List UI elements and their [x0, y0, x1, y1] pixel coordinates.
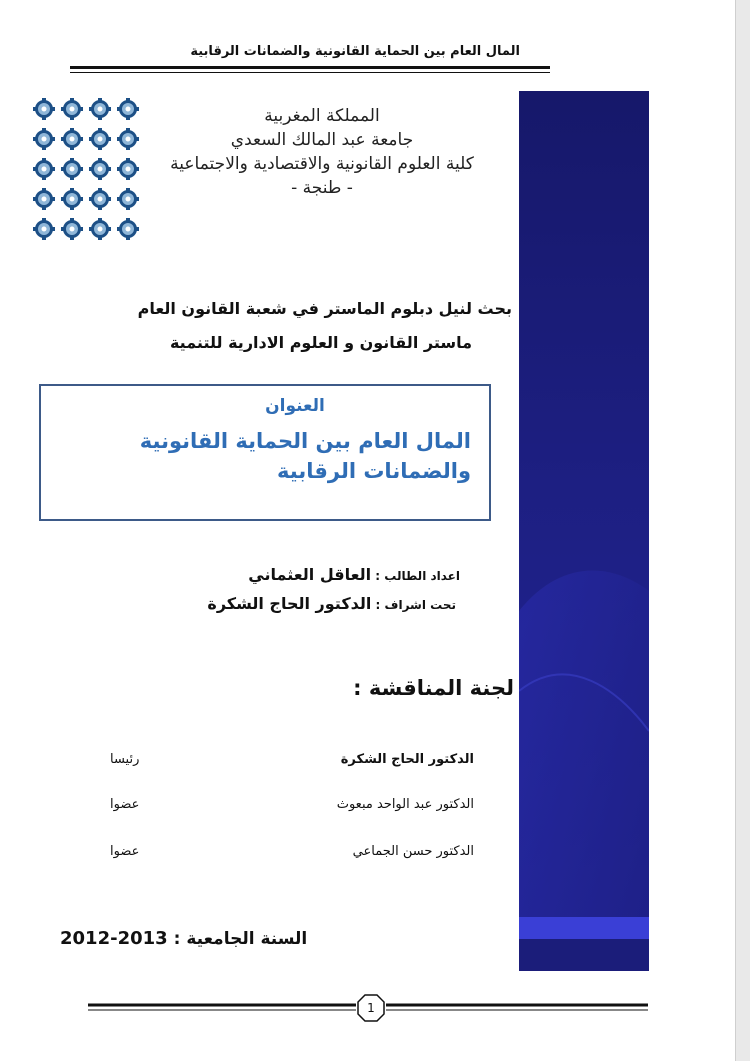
supervision-label: تحت اشراف :: [371, 598, 456, 612]
academic-year-label: السنة الجامعية :: [167, 929, 308, 949]
thesis-program-line: ماستر القانون و العلوم الادارية للتنمية: [169, 333, 472, 352]
thesis-description: [62, 292, 512, 360]
committee-heading: لجنة المناقشة :: [353, 676, 514, 700]
institution-faculty: كلية العلوم القانونية والاقتصادية والاجتماعية: [170, 154, 474, 174]
committee-member-role: رئيسا: [110, 752, 140, 767]
committee-member-role: عضوا: [110, 797, 140, 812]
supervisor-name: الدكتور الحاج الشكرة: [207, 594, 372, 613]
prepared-by-row: [248, 565, 460, 584]
decorative-blue-band: [519, 91, 649, 971]
page-number-badge: [356, 993, 386, 1023]
committee-member-name: الدكتور عبد الواحد مبعوث: [336, 797, 474, 812]
academic-year: [60, 928, 307, 949]
institution-country: المملكة المغربية: [264, 106, 380, 126]
institution-block: [142, 104, 502, 200]
running-header-title: المال العام بين الحماية القانونية والضمانات الرقابية: [190, 44, 520, 59]
university-emblem-pattern-icon: [32, 97, 144, 247]
thesis-degree-line: بحث لنيل دبلوم الماستر في شعبة القانون العام: [137, 299, 512, 318]
viewer-edge: [735, 0, 750, 1061]
thesis-title: المال العام بين الحماية القانونية والضمانات الرقابية: [139, 429, 471, 483]
header-rule-thick: [70, 66, 550, 69]
committee-member-row: [110, 752, 474, 767]
header-rule-thin: [70, 72, 550, 73]
title-box: [39, 384, 491, 521]
title-label: العنوان: [265, 396, 325, 416]
supervision-row: [207, 594, 456, 613]
institution-university: جامعة عبد المالك السعدي: [230, 130, 414, 150]
committee-member-row: [110, 797, 474, 812]
committee-member-name: الدكتور الحاج الشكرة: [340, 752, 474, 767]
page-number: 1: [367, 1001, 375, 1015]
committee-member-row: [110, 844, 474, 859]
prepared-by-label: اعداد الطالب :: [371, 569, 460, 583]
institution-city: - طنجة -: [291, 178, 353, 198]
committee-member-role: عضوا: [110, 844, 140, 859]
student-name: العاقل العثماني: [248, 565, 372, 584]
committee-member-name: الدكتور حسن الجماعي: [352, 844, 474, 859]
academic-year-value: 2013-2012: [60, 928, 168, 949]
